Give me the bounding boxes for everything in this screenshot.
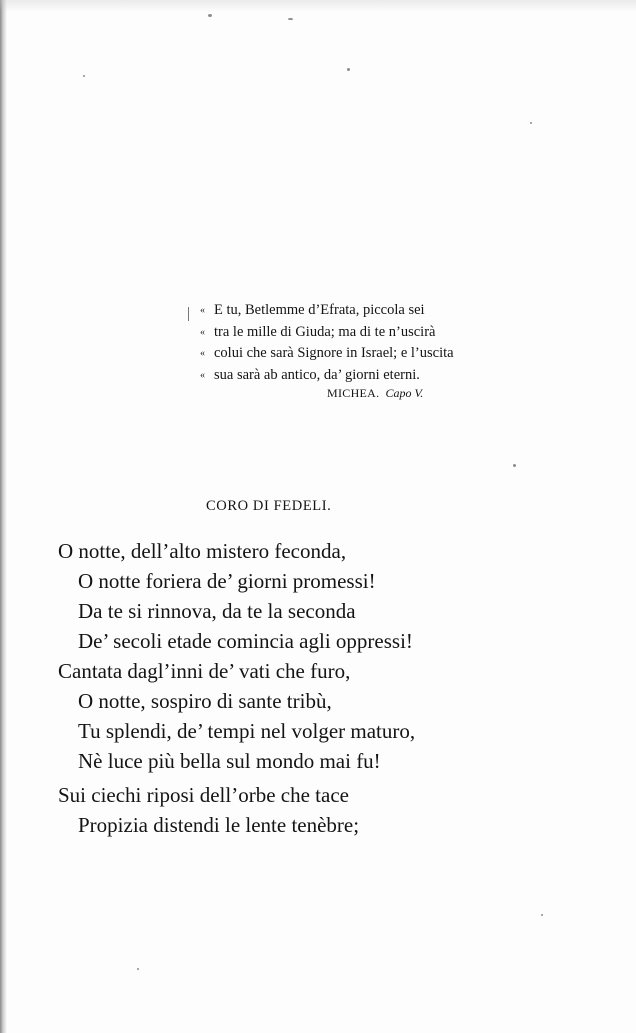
quote-mark: « — [200, 305, 205, 316]
attribution-author: MICHEA. — [327, 386, 380, 400]
scan-speck — [347, 68, 350, 71]
epigraph-margin-mark — [188, 307, 189, 321]
scan-speck — [530, 122, 532, 124]
scan-edge-shadow — [0, 0, 7, 1033]
verse-line: Da te si rinnova, da te la seconda — [78, 599, 356, 623]
scan-speck — [83, 75, 85, 77]
epigraph-line — [200, 365, 490, 387]
epigraph-line-text: colui che sarà Signore in Israel; e l’uscita — [214, 345, 454, 361]
verse-line: O notte, sospiro di sante tribù, — [78, 689, 332, 713]
scan-speck — [288, 18, 293, 20]
scan-speck — [541, 914, 543, 916]
epigraph-attribution — [327, 386, 423, 401]
verse-line: Cantata dagl’inni de’ vati che furo, — [58, 659, 351, 683]
scan-speck — [137, 968, 139, 970]
poem-stanza — [58, 780, 618, 840]
epigraph-line — [200, 343, 490, 365]
verse-line: O notte, dell’alto mistero feconda, — [58, 539, 347, 563]
epigraph-line-text: tra le mille di Giuda; ma di te n’uscirà — [214, 323, 436, 340]
poem-stanza — [58, 536, 618, 776]
quote-mark: « — [200, 348, 205, 359]
epigraph-line-text: sua sarà ab antico, da’ giorni eterni. — [214, 366, 420, 383]
verse-line: O notte foriera de’ giorni promessi! — [78, 569, 376, 593]
verse-line: De’ secoli etade comincia agli oppressi! — [78, 629, 413, 653]
epigraph-line — [200, 322, 490, 344]
epigraph — [200, 300, 490, 386]
quote-mark: « — [200, 369, 205, 381]
verse-line: Nè luce più bella sul mondo mai fu! — [78, 749, 381, 773]
section-heading: CORO DI FEDELI. — [206, 498, 332, 514]
epigraph-line-text: E tu, Betlemme d’Efrata, piccola sei — [214, 302, 425, 318]
verse-line: Tu splendi, de’ tempi nel volger maturo, — [78, 719, 416, 743]
quote-mark: « — [200, 326, 205, 338]
scan-speck — [513, 464, 516, 467]
scan-top-smudge — [0, 0, 636, 12]
verse-line: Sui ciechi riposi dell’orbe che tace — [58, 783, 349, 807]
attribution-reference: Capo V. — [385, 386, 424, 400]
scan-speck — [208, 14, 212, 17]
verse-line: Propizia distendi le lente tenèbre; — [78, 813, 360, 837]
epigraph-line — [200, 300, 490, 322]
